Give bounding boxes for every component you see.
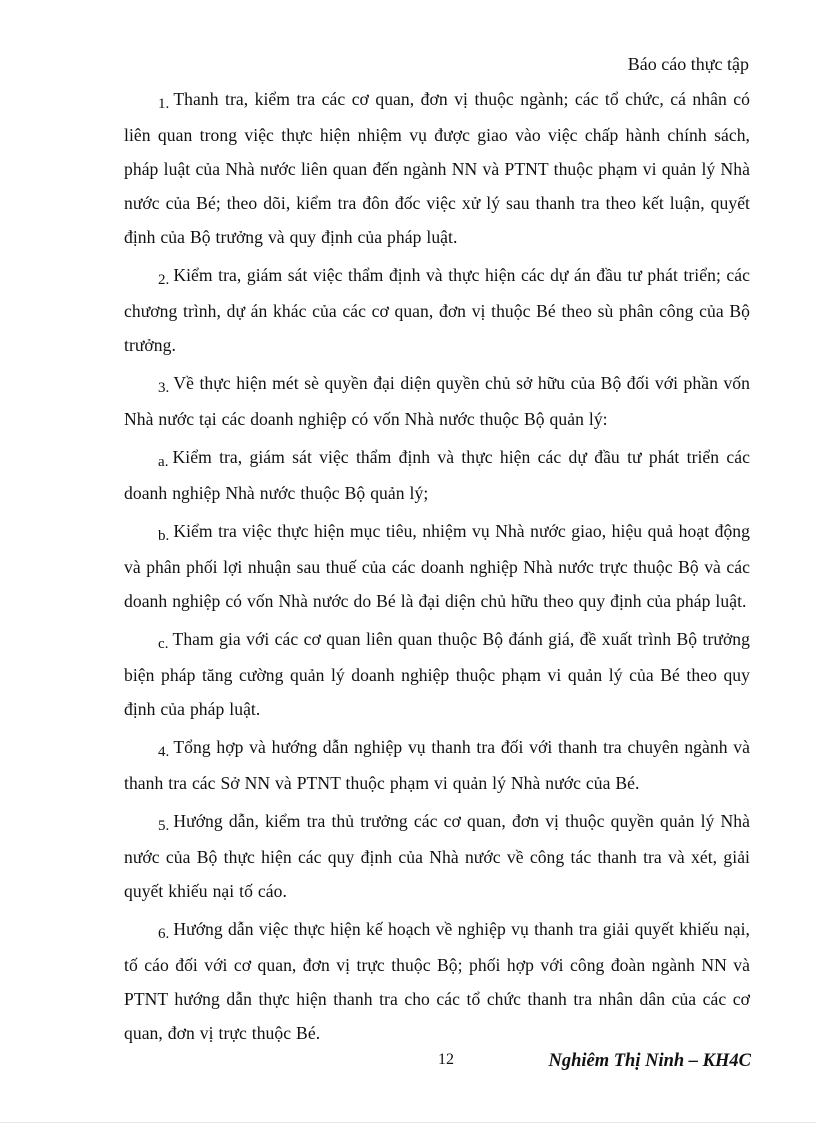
paragraph-text: Hướng dẫn việc thực hiện kế hoạch về nghiệp vụ thanh tra giải quyết khiếu nại, tố cáo đối với cơ quan, đơn vị trực thuộc Bộ; phối hợp với công đoàn ngành NN và PTNT hướng dẫn thực hiện thanh tra cho các tổ chức thanh tra nhân dân của các cơ quan, đơn vị trực thuộc Bé. [124,919,750,1043]
paragraph-number: 3. [158,380,170,396]
paragraph-number: 2. [158,272,170,288]
paragraph-3a [124,440,750,510]
paragraph-number: 4. [158,744,170,760]
paragraph-number: a. [158,454,169,470]
paragraph-1 [124,82,750,254]
paragraph-2 [124,258,750,362]
paragraph-4 [124,730,750,800]
paragraph-5 [124,804,750,908]
footer-author: Nghiêm Thị Ninh – KH4C [548,1051,751,1071]
paragraph-text: Về thực hiện mét sè quyền đại diện quyền chủ sở hữu của Bộ đối với phần vốn Nhà nước tại các doanh nghiệp có vốn Nhà nước thuộc Bộ quản lý: [124,373,750,429]
paragraph-number: 6. [158,926,170,942]
document-body [124,82,750,1054]
paragraph-number: 5. [158,818,170,834]
header-title: Báo cáo thực tập [627,54,749,74]
paragraph-6 [124,912,750,1050]
paragraph-text: Tham gia với các cơ quan liên quan thuộc Bộ đánh giá, đề xuất trình Bộ trưởng biện pháp tăng cường quản lý doanh nghiệp thuộc phạm vi quản lý của Bé theo quy định của pháp luật. [124,629,750,719]
paragraph-3b [124,514,750,618]
paragraph-3c [124,622,750,726]
paragraph-text: Hướng dẫn, kiểm tra thủ trưởng các cơ quan, đơn vị thuộc quyền quản lý Nhà nước của Bộ thực hiện các quy định của Nhà nước về công tác thanh tra và xét, giải quyết khiếu nại tố cáo. [124,811,750,901]
page-number: 12 [438,1051,454,1068]
paragraph-text: Thanh tra, kiểm tra các cơ quan, đơn vị thuộc ngành; các tổ chức, cá nhân có liên quan trong việc thực hiện nhiệm vụ được giao vào việc chấp hành chính sách, pháp luật của Nhà nước liên quan đến ngành NN và PTNT thuộc phạm vi quản lý Nhà nước của Bé; theo dõi, kiểm tra đôn đốc việc xử lý sau thanh tra theo kết luận, quyết định của Bộ trưởng và quy định của pháp luật. [124,89,750,247]
paragraph-3 [124,366,750,436]
paragraph-text: Kiểm tra, giám sát việc thẩm định và thực hiện các dự án đầu tư phát triển; các chương trình, dự án khác của các cơ quan, đơn vị thuộc Bé theo sù phân công của Bộ trưởng. [124,265,750,355]
paragraph-text: Kiểm tra, giám sát việc thẩm định và thực hiện các dự đầu tư phát triển các doanh nghiệp Nhà nước thuộc Bộ quản lý; [124,447,750,503]
paragraph-text: Tổng hợp và hướng dẫn nghiệp vụ thanh tra đối với thanh tra chuyên ngành và thanh tra các Sở NN và PTNT thuộc phạm vi quản lý Nhà nước của Bé. [124,737,750,793]
paragraph-number: 1. [158,96,170,112]
paragraph-number: b. [158,528,170,544]
paragraph-number: c. [158,636,169,652]
paragraph-text: Kiểm tra việc thực hiện mục tiêu, nhiệm vụ Nhà nước giao, hiệu quả hoạt động và phân phối lợi nhuận sau thuế của các doanh nghiệp Nhà nước trực thuộc Bộ và các doanh nghiệp có vốn Nhà nước do Bé là đại diện chủ hữu theo quy định của pháp luật. [124,521,750,611]
